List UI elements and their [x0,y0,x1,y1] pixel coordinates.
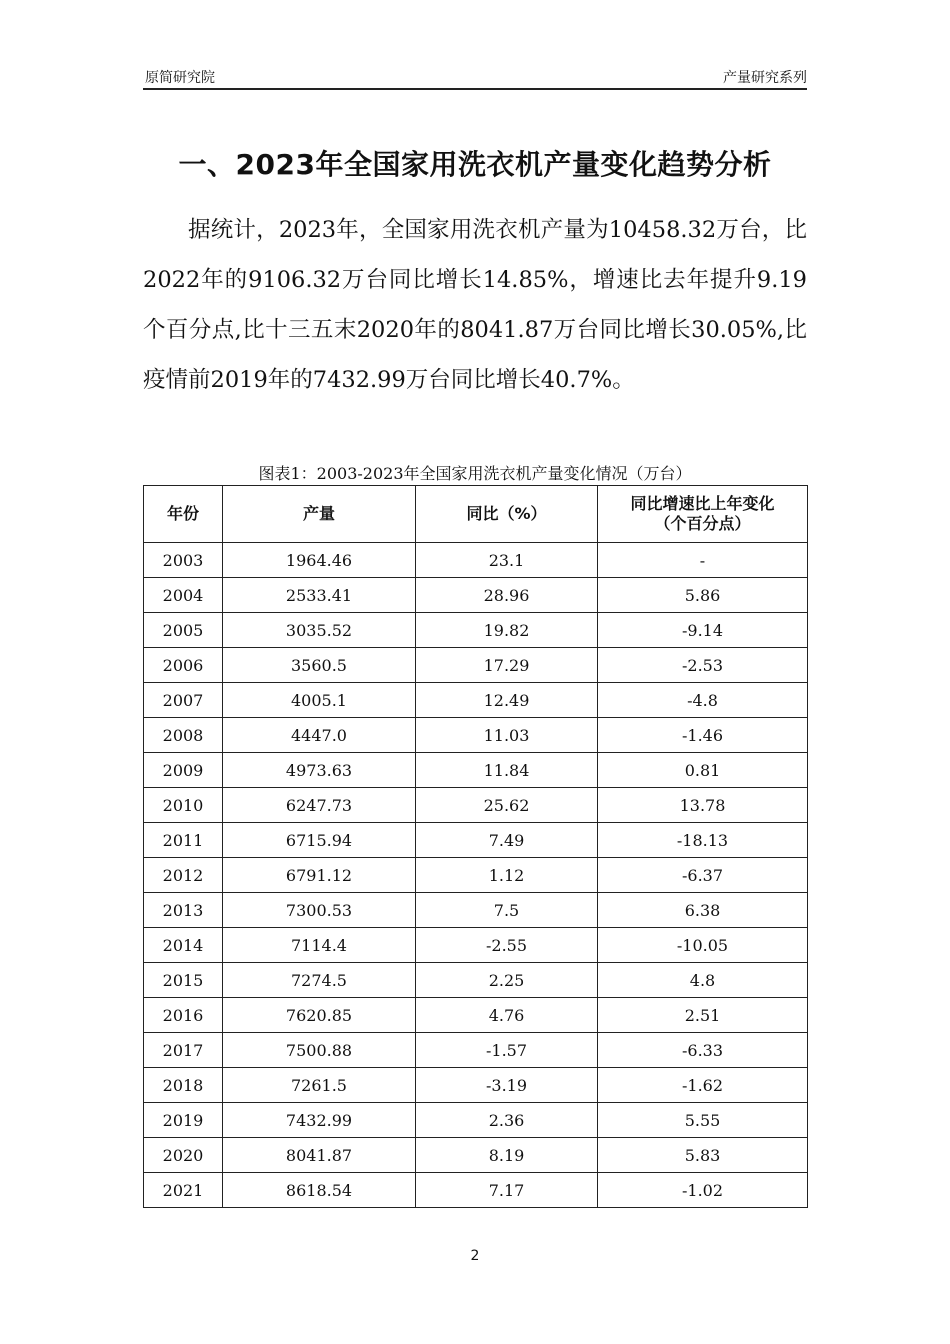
cell-output: 7300.53 [223,893,416,928]
table-row [144,1173,808,1208]
table-row [144,1033,808,1068]
cell-output: 3035.52 [223,613,416,648]
cell-yoy: 7.5 [416,893,598,928]
cell-change: - [598,543,808,578]
table-row [144,1103,808,1138]
cell-year: 2013 [144,893,223,928]
header-org-name: 原简研究院 [145,70,215,86]
table-row [144,648,808,683]
summary-paragraph: 据统计，2023年，全国家用洗衣机产量为10458.32万台，比2022年的9106.32万台同比增长14.85%，增速比去年提升9.19个百分点,比十三五末2020年的8041.87万台同比增长30.05%,比疫情前2019年的7432.99万台同比增长40.7%。 [143,217,807,393]
table-row [144,1068,808,1103]
cell-change: -1.62 [598,1068,808,1103]
cell-year: 2009 [144,753,223,788]
cell-yoy: 17.29 [416,648,598,683]
cell-year: 2006 [144,648,223,683]
header-change-line1: 同比增速比上年变化 [630,494,775,513]
table-header-row [144,486,808,543]
cell-output: 4005.1 [223,683,416,718]
cell-year: 2020 [144,1138,223,1173]
cell-output: 7620.85 [223,998,416,1033]
cell-output: 6247.73 [223,788,416,823]
cell-change: -1.46 [598,718,808,753]
cell-change: 5.83 [598,1138,808,1173]
cell-yoy: -1.57 [416,1033,598,1068]
cell-year: 2004 [144,578,223,613]
cell-year: 2003 [144,543,223,578]
cell-yoy: 23.1 [416,543,598,578]
cell-change: 13.78 [598,788,808,823]
cell-year: 2005 [144,613,223,648]
table-row [144,963,808,998]
header-change-line2: （个百分点） [654,514,751,533]
cell-output: 4973.63 [223,753,416,788]
cell-change: -1.02 [598,1173,808,1208]
cell-yoy: 28.96 [416,578,598,613]
cell-year: 2008 [144,718,223,753]
cell-output: 7114.4 [223,928,416,963]
cell-year: 2011 [144,823,223,858]
cell-change: 5.86 [598,578,808,613]
cell-output: 7274.5 [223,963,416,998]
cell-year: 2015 [144,963,223,998]
cell-output: 2533.41 [223,578,416,613]
cell-year: 2010 [144,788,223,823]
table-row [144,683,808,718]
cell-year: 2018 [144,1068,223,1103]
cell-change: -10.05 [598,928,808,963]
header-divider [143,88,807,90]
cell-output: 3560.5 [223,648,416,683]
cell-yoy: 7.17 [416,1173,598,1208]
table-row [144,543,808,578]
cell-change: 2.51 [598,998,808,1033]
section-title: 一、2023年全国家用洗衣机产量变化趋势分析 [178,148,772,181]
cell-year: 2007 [144,683,223,718]
cell-year: 2016 [144,998,223,1033]
cell-yoy: -3.19 [416,1068,598,1103]
cell-output: 7261.5 [223,1068,416,1103]
cell-yoy: 19.82 [416,613,598,648]
table-row [144,718,808,753]
cell-year: 2017 [144,1033,223,1068]
cell-change: -2.53 [598,648,808,683]
cell-year: 2019 [144,1103,223,1138]
cell-yoy: 11.84 [416,753,598,788]
header-year: 年份 [144,486,223,543]
table-row [144,928,808,963]
cell-output: 1964.46 [223,543,416,578]
cell-yoy: 1.12 [416,858,598,893]
table-row [144,788,808,823]
cell-yoy: 2.36 [416,1103,598,1138]
cell-output: 7500.88 [223,1033,416,1068]
cell-yoy: 25.62 [416,788,598,823]
cell-change: -4.8 [598,683,808,718]
cell-change: 4.8 [598,963,808,998]
cell-change: -6.37 [598,858,808,893]
cell-change: 0.81 [598,753,808,788]
header-series-name: 产量研究系列 [723,70,807,86]
cell-change: -6.33 [598,1033,808,1068]
cell-year: 2012 [144,858,223,893]
table-row [144,578,808,613]
table-row [144,1138,808,1173]
table-caption: 图表1：2003-2023年全国家用洗衣机产量变化情况（万台） [258,464,692,483]
table-row [144,998,808,1033]
cell-change: 5.55 [598,1103,808,1138]
cell-output: 6715.94 [223,823,416,858]
cell-yoy: 11.03 [416,718,598,753]
cell-yoy: 12.49 [416,683,598,718]
header-yoy: 同比（%） [416,486,598,543]
cell-yoy: 2.25 [416,963,598,998]
cell-year: 2014 [144,928,223,963]
cell-change: -9.14 [598,613,808,648]
cell-change: -18.13 [598,823,808,858]
header-output: 产量 [223,486,416,543]
cell-yoy: 7.49 [416,823,598,858]
cell-yoy: -2.55 [416,928,598,963]
cell-output: 8041.87 [223,1138,416,1173]
production-table [143,485,808,1208]
cell-yoy: 8.19 [416,1138,598,1173]
table-row [144,753,808,788]
header-change [598,486,808,543]
table-row [144,858,808,893]
cell-output: 4447.0 [223,718,416,753]
table-row [144,893,808,928]
cell-change: 6.38 [598,893,808,928]
cell-output: 8618.54 [223,1173,416,1208]
page-number: 2 [470,1248,480,1264]
cell-year: 2021 [144,1173,223,1208]
cell-output: 6791.12 [223,858,416,893]
table-row [144,613,808,648]
cell-yoy: 4.76 [416,998,598,1033]
cell-output: 7432.99 [223,1103,416,1138]
table-row [144,823,808,858]
